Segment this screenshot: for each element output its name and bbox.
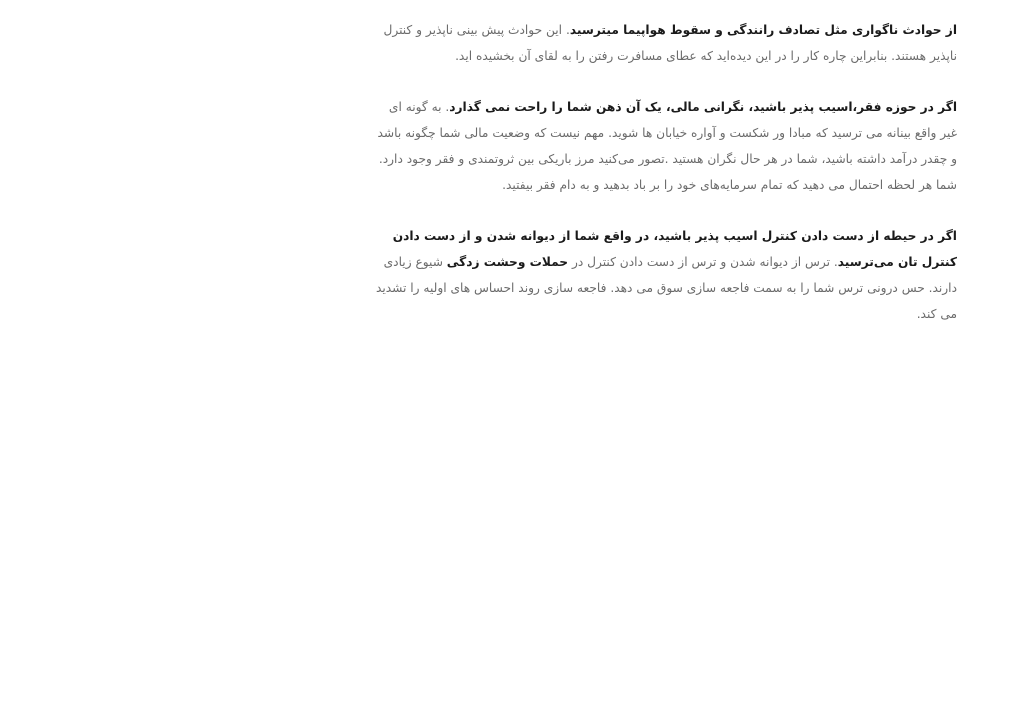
paragraph-poverty-fear bbox=[372, 94, 957, 198]
panic-attack-term: حملات وحشت زدگی bbox=[446, 255, 569, 269]
paragraph-travel-fear bbox=[372, 17, 957, 69]
paragraph-control-fear bbox=[372, 223, 957, 327]
paragraph-text: . این حوادث پیش بینی ناپذیر و کنترل ناپذیر هستند. بنابراین چاره کار را در این دیده‌اید که عطای مسافرت رفتن را به لقای آن بخشیده اید. bbox=[383, 23, 957, 63]
paragraph-text: . به گونه ای غیر واقع بینانه می ترسید که مبادا ور شکست و آواره خیابان ها شوید. مهم نیست که وضعیت مالی شما چگونه باشد و چقدر درآمد داشته باشید، شما در هر حال نگران هستید .تصور می‌کنید مرز باریکی بین ثروتمندی و فقر وجود دارد. شما هر لحظه احتمال می دهید که تمام سرمایه‌های خود را بر باد بدهید و به دام فقر بیفتید. bbox=[377, 100, 957, 192]
paragraph-text: . ترس از دیوانه شدن و ترس از دست دادن کنترل در bbox=[568, 255, 838, 269]
paragraph-lead: اگر در حیطه از دست دادن کنترل اسیب پذیر باشید، در واقع شما از دیوانه شدن و از دست دادن کنترل تان می‌ترسید bbox=[392, 229, 957, 269]
paragraph-text-end: شیوع زیادی دارند. حس درونی ترس شما را به سمت فاجعه سازی سوق می دهد. فاجعه سازی روند احساس های اولیه را تشدید می کند. bbox=[375, 255, 957, 321]
paragraph-lead: از حوادث ناگواری مثل تصادف رانندگی و سقوط هواپیما میترسید bbox=[569, 23, 957, 37]
article-body bbox=[372, 17, 957, 352]
paragraph-lead: اگر در حوزه فقر،اسیب پذیر باشید، نگرانی مالی، یک آن ذهن شما را راحت نمی گذارد bbox=[449, 100, 957, 114]
